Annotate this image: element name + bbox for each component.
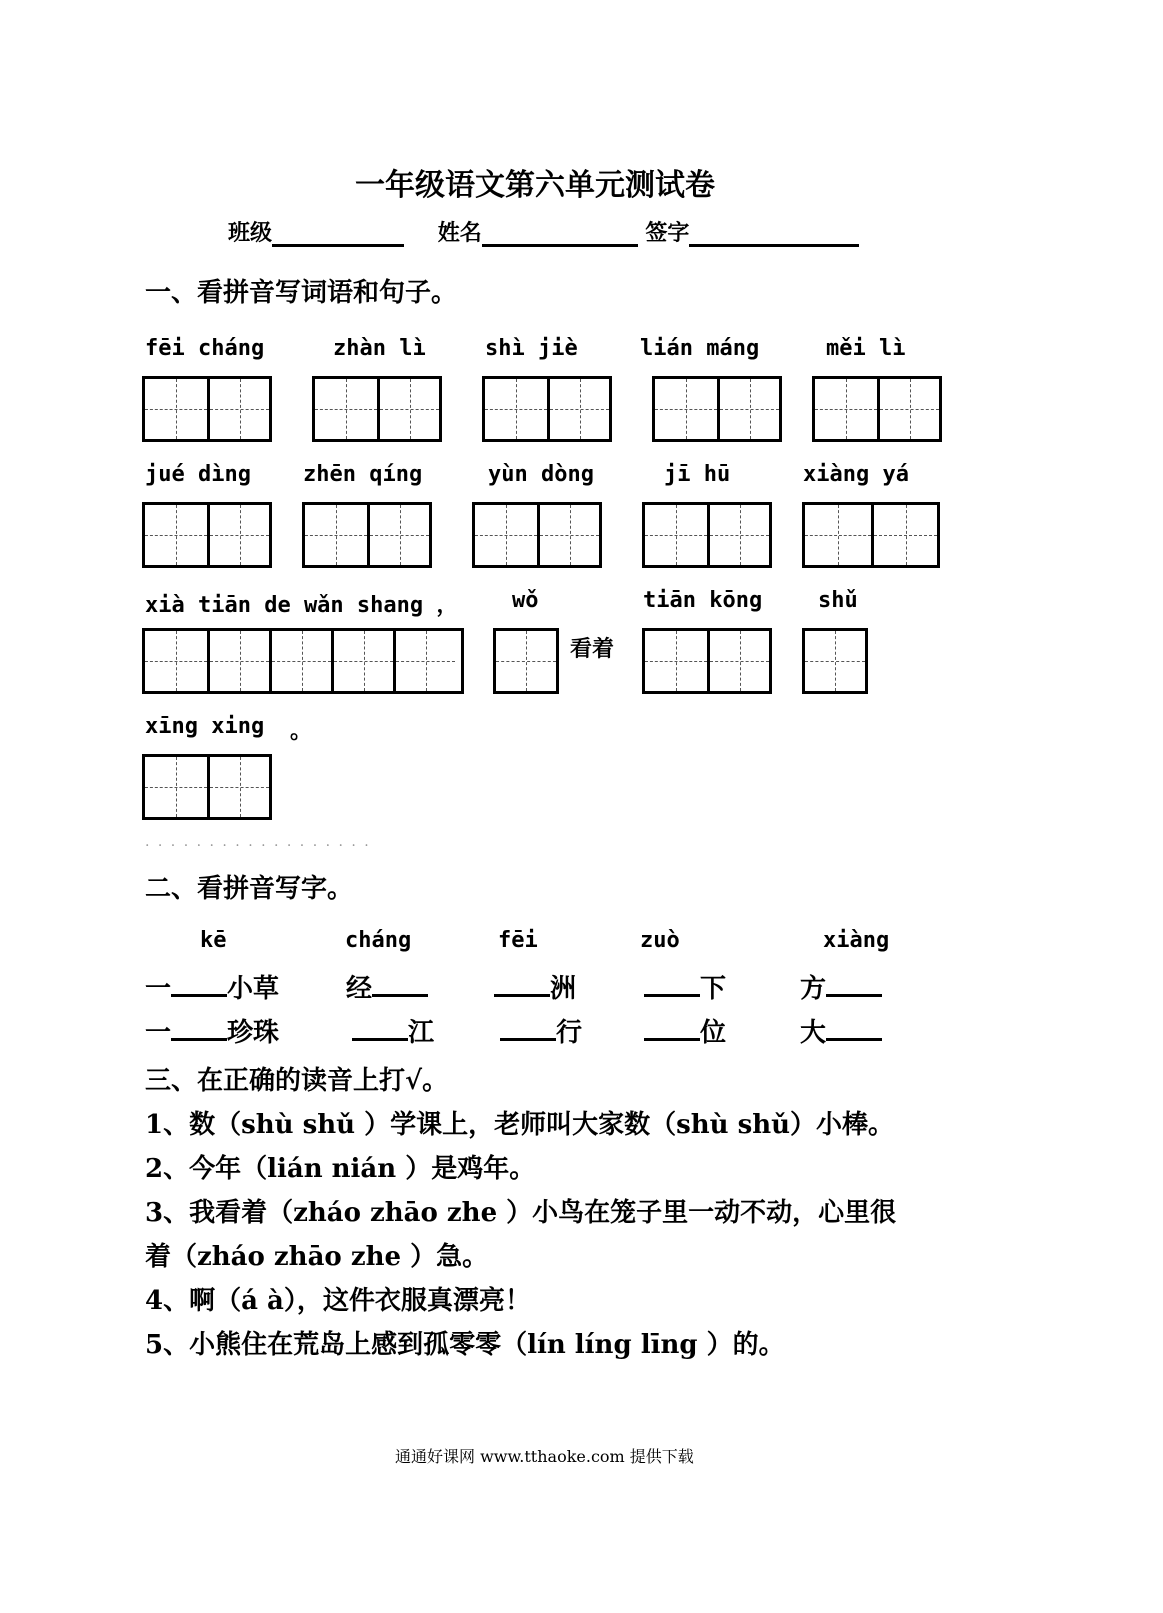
writing-grid[interactable]	[472, 502, 602, 568]
question: 着（zháo zhāo zhe ）急。	[145, 1242, 489, 1272]
class-field[interactable]	[272, 244, 404, 247]
question: 1、数（shù shǔ ）学课上，老师叫大家数（shù shǔ）小棒。	[145, 1110, 895, 1140]
answer-blank[interactable]	[352, 1016, 408, 1041]
page-title: 一年级语文第六单元测试卷	[355, 168, 715, 203]
pinyin: yùn dòng	[488, 462, 594, 487]
pinyin: zhēn qíng	[303, 462, 423, 487]
pinyin: shì jiè	[485, 336, 578, 361]
question: 5、小熊住在荒岛上感到孤零零（lín líng līng ）的。	[145, 1330, 785, 1360]
answer-blank[interactable]	[171, 1016, 227, 1041]
answer-blank[interactable]	[644, 1016, 700, 1041]
writing-grid[interactable]	[802, 502, 940, 568]
word-item: 大	[800, 1012, 882, 1049]
word-item: 一 珍珠	[145, 1018, 280, 1048]
writing-grid[interactable]	[802, 628, 868, 694]
pinyin: xià tiān de wǎn shang ，	[145, 593, 459, 618]
dotted-rule: . . . . . . . . . . . . . . . . . .	[145, 834, 371, 850]
writing-grid[interactable]	[142, 628, 464, 694]
writing-grid[interactable]	[142, 376, 272, 442]
section3-heading: 三、在正确的读音上打√。	[145, 1066, 449, 1096]
writing-grid[interactable]	[142, 754, 272, 820]
writing-grid[interactable]	[302, 502, 432, 568]
writing-grid[interactable]	[642, 628, 772, 694]
sign-label: 签字	[645, 220, 690, 246]
answer-blank[interactable]	[826, 1016, 882, 1041]
word-item: 下	[644, 968, 726, 1005]
writing-grid[interactable]	[812, 376, 942, 442]
fixed-text: 看着	[570, 636, 615, 662]
writing-grid[interactable]	[493, 628, 559, 694]
end-mark: 。	[290, 719, 313, 744]
writing-grid[interactable]	[142, 502, 272, 568]
pinyin: wǒ	[512, 588, 539, 613]
pinyin: zuò	[640, 928, 680, 953]
answer-blank[interactable]	[644, 972, 700, 997]
word-item: 行	[500, 1012, 582, 1049]
sign-field[interactable]	[689, 244, 859, 247]
word-item: 一 小草	[145, 974, 280, 1004]
name-field[interactable]	[482, 244, 638, 247]
class-label: 班级	[228, 220, 273, 246]
pinyin: jī hū	[664, 462, 731, 487]
writing-grid[interactable]	[642, 502, 772, 568]
word-item: 洲	[494, 968, 576, 1005]
writing-grid[interactable]	[482, 376, 612, 442]
pinyin: lián máng	[640, 336, 760, 361]
answer-blank[interactable]	[171, 972, 227, 997]
question: 4、啊（á à），这件衣服真漂亮！	[145, 1286, 531, 1316]
pinyin: xiàng	[823, 928, 890, 953]
pinyin: xīng xing	[145, 714, 265, 739]
footer-text: 通通好课网 www.tthaoke.com 提供下载	[395, 1447, 694, 1466]
pinyin: zhàn lì	[333, 336, 426, 361]
pinyin: fēi cháng	[145, 336, 265, 361]
writing-grid[interactable]	[312, 376, 442, 442]
word-item: 方	[800, 968, 882, 1005]
section2-heading: 二、看拼音写字。	[145, 874, 354, 904]
answer-blank[interactable]	[500, 1016, 556, 1041]
section1-heading: 一、看拼音写词语和句子。	[145, 278, 458, 308]
pinyin: cháng	[345, 928, 412, 953]
pinyin: měi lì	[826, 336, 906, 361]
name-label: 姓名	[437, 220, 482, 246]
answer-blank[interactable]	[372, 972, 428, 997]
answer-blank[interactable]	[826, 972, 882, 997]
word-item: 经	[346, 968, 428, 1005]
word-item: 位	[644, 1012, 726, 1049]
word-item: 江	[352, 1012, 434, 1049]
pinyin: xiàng yá	[803, 462, 909, 487]
pinyin: tiān kōng	[643, 588, 763, 613]
answer-blank[interactable]	[494, 972, 550, 997]
writing-grid[interactable]	[652, 376, 782, 442]
pinyin: fēi	[498, 928, 538, 953]
pinyin: kē	[200, 928, 227, 953]
info-line	[228, 216, 859, 247]
pinyin: shǔ	[818, 588, 858, 613]
question: 2、今年（lián nián ）是鸡年。	[145, 1154, 536, 1184]
question: 3、我看着（zháo zhāo zhe ）小鸟在笼子里一动不动，心里很	[145, 1198, 897, 1228]
pinyin: jué dìng	[145, 462, 251, 487]
